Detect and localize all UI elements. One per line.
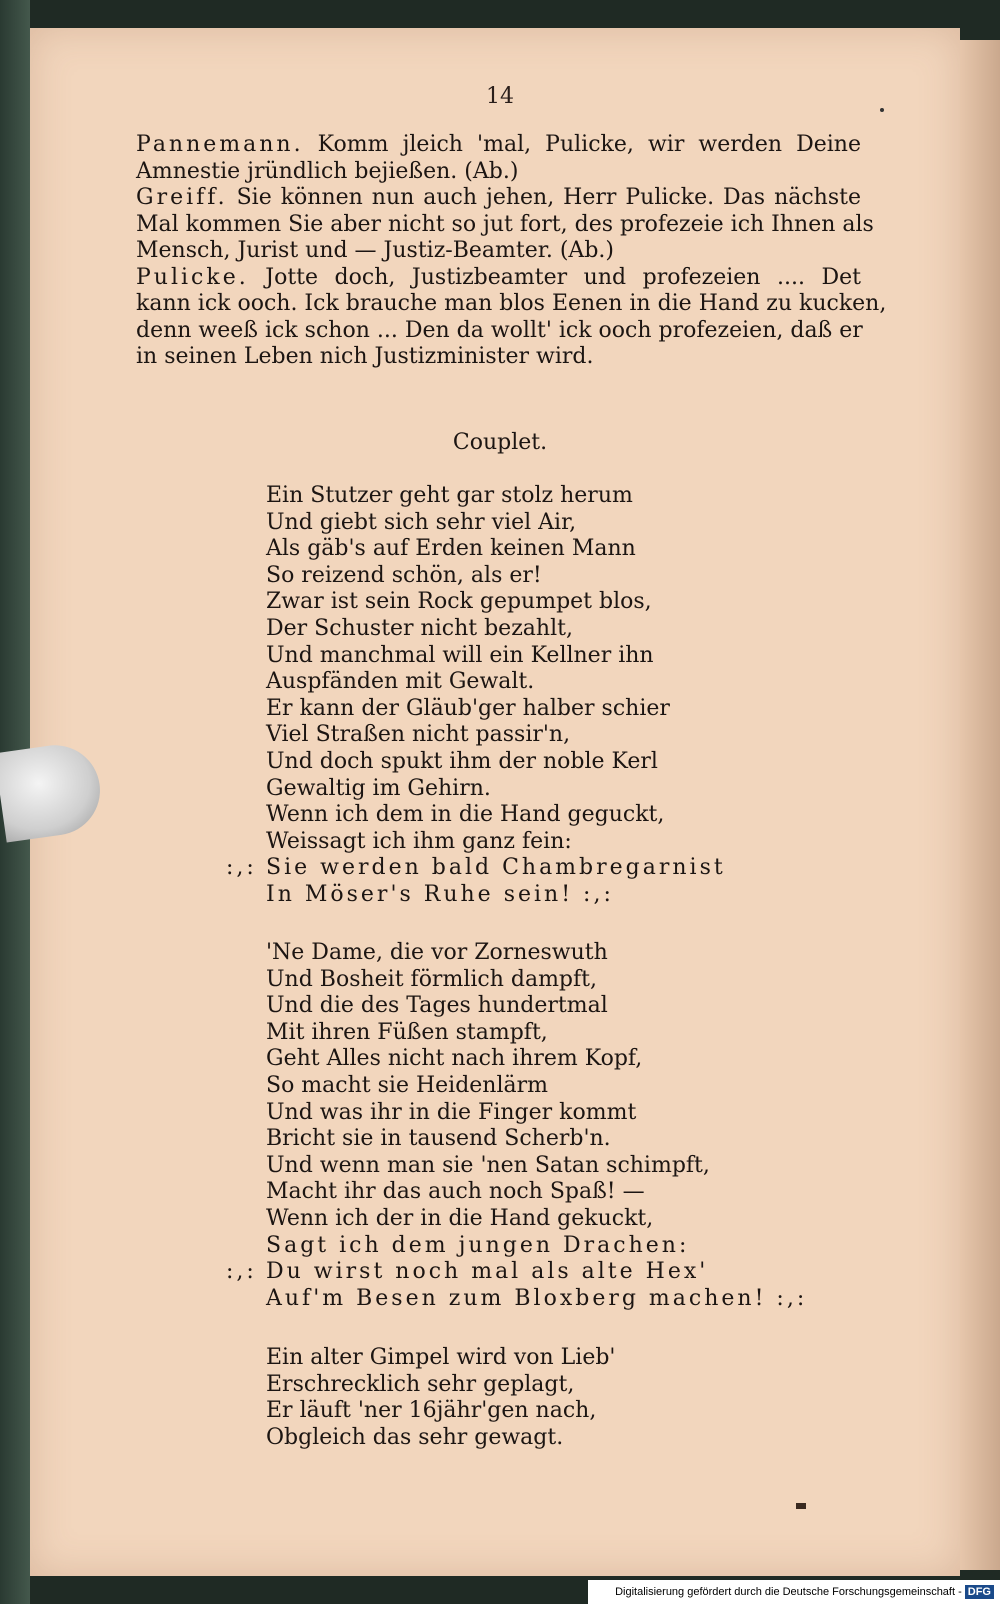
- verse-line: Sagt ich dem jungen Drachen:: [266, 1232, 690, 1258]
- speech-paragraph: [136, 132, 861, 185]
- verse-line: Und doch spukt ihm der noble Kerl: [266, 748, 658, 774]
- prose-line: in seinen Leben nich Justizminister wird.: [136, 344, 594, 369]
- prose-line: Amnestie jründlich bejießen. (Ab.): [136, 158, 519, 184]
- prose-line: Mal kommen Sie aber nicht so jut fort, des profezeie ich Ihnen als: [136, 211, 874, 237]
- prose-line: denn weeß ick schon ... Den da wollt' ick ooch profezeien, daß er: [136, 317, 863, 343]
- verse-line: Mit ihren Füßen stampft,: [266, 1019, 548, 1045]
- speaker-name: Pannemann.: [136, 132, 304, 157]
- prose-line: Mensch, Jurist und — Justiz-Beamter. (Ab.): [136, 238, 614, 263]
- verse-line: In Möser's Ruhe sein! :,:: [266, 881, 614, 907]
- verse-line: Und wenn man sie 'nen Satan schimpft,: [266, 1152, 710, 1178]
- prose-line: [136, 185, 861, 212]
- verse-line: Obgleich das sehr gewagt.: [266, 1424, 564, 1450]
- verse-stanza-2: [226, 940, 808, 1312]
- speech-paragraph: [136, 264, 887, 371]
- verse-line: Macht ihr das auch noch Spaß! —: [266, 1179, 645, 1205]
- verse-line: Du wirst noch mal als alte Hex' :,:: [226, 1259, 709, 1285]
- verse-line: Und Bosheit förmlich dampft,: [266, 966, 597, 992]
- verse-line: Auf'm Besen zum Bloxberg machen! :,:: [266, 1285, 808, 1311]
- dfg-logo: DFG: [965, 1585, 994, 1599]
- verse-line: Er kann der Gläub'ger halber schier: [266, 695, 670, 721]
- speech-text: Jotte doch, Justizbeamter und profezeien .... Det: [248, 264, 861, 290]
- refrain-marker: :,:: [226, 855, 257, 881]
- verse-line: Zwar ist sein Rock gepumpet blos,: [266, 589, 652, 615]
- verse-line: Und giebt sich sehr viel Air,: [266, 509, 577, 535]
- verse-line: Ein alter Gimpel wird von Lieb': [266, 1345, 616, 1370]
- speaker-name: Pulicke.: [136, 264, 249, 290]
- footer-credit: [588, 1580, 1000, 1604]
- prose-line: kann ick ooch. Ick brauche man blos Eenen in die Hand zu kucken,: [136, 291, 887, 316]
- verse-line: 'Ne Dame, die vor Zorneswuth: [266, 940, 608, 965]
- verse-line: Auspfänden mit Gewalt.: [266, 669, 535, 695]
- verse-line: Gewaltig im Gehirn.: [266, 775, 491, 801]
- verse-line: Wenn ich der in die Hand gekuckt,: [266, 1205, 654, 1231]
- verse-line: So macht sie Heidenlärm: [266, 1072, 548, 1098]
- verse-line: Viel Straßen nicht passir'n,: [266, 722, 571, 748]
- speech-text: Sie können nun auch jehen, Herr Pulicke. Das nächste: [227, 185, 861, 210]
- page-edge: [958, 40, 1000, 1570]
- ink-mark: [796, 1503, 806, 1509]
- speech-text: Komm jleich 'mal, Pulicke, wir werden Deine: [303, 132, 861, 157]
- verse-line: Weissagt ich ihm ganz fein:: [266, 828, 572, 854]
- verse-line: Geht Alles nicht nach ihrem Kopf,: [266, 1046, 643, 1072]
- prose-dialogue: [136, 132, 887, 371]
- ink-dot: [880, 108, 884, 112]
- couplet-title: Couplet.: [452, 430, 548, 455]
- prose-line: [136, 265, 861, 292]
- speaker-name: Greiff.: [136, 185, 228, 210]
- speech-paragraph: [136, 185, 874, 265]
- verse-line: Wenn ich dem in die Hand geguckt,: [266, 802, 665, 828]
- prose-line: [136, 132, 861, 159]
- verse-line: Ein Stutzer geht gar stolz herum: [266, 483, 633, 508]
- verse-line: Als gäb's auf Erden keinen Mann: [266, 536, 636, 562]
- verse-line: Und die des Tages hundertmal: [266, 993, 608, 1019]
- verse-stanza-1: [226, 483, 726, 909]
- verse-line: Sie werden bald Chambregarnist :,:: [226, 855, 726, 881]
- verse-stanza-3: [266, 1345, 615, 1451]
- verse-line: Und manchmal will ein Kellner ihn: [266, 642, 654, 668]
- verse-line: Und was ihr in die Finger kommt: [266, 1099, 637, 1125]
- verse-line: Erschrecklich sehr geplagt,: [266, 1371, 575, 1397]
- page-number: 14: [486, 84, 514, 109]
- refrain-marker: :,:: [226, 1259, 257, 1285]
- verse-line: So reizend schön, als er!: [266, 562, 542, 588]
- footer-text: Digitalisierung gefördert durch die Deutsche Forschungsgemeinschaft -: [615, 1586, 962, 1598]
- verse-line: Bricht sie in tausend Scherb'n.: [266, 1126, 611, 1152]
- verse-line: Er läuft 'ner 16jähr'gen nach,: [266, 1398, 597, 1424]
- verse-line: Der Schuster nicht bezahlt,: [266, 615, 573, 641]
